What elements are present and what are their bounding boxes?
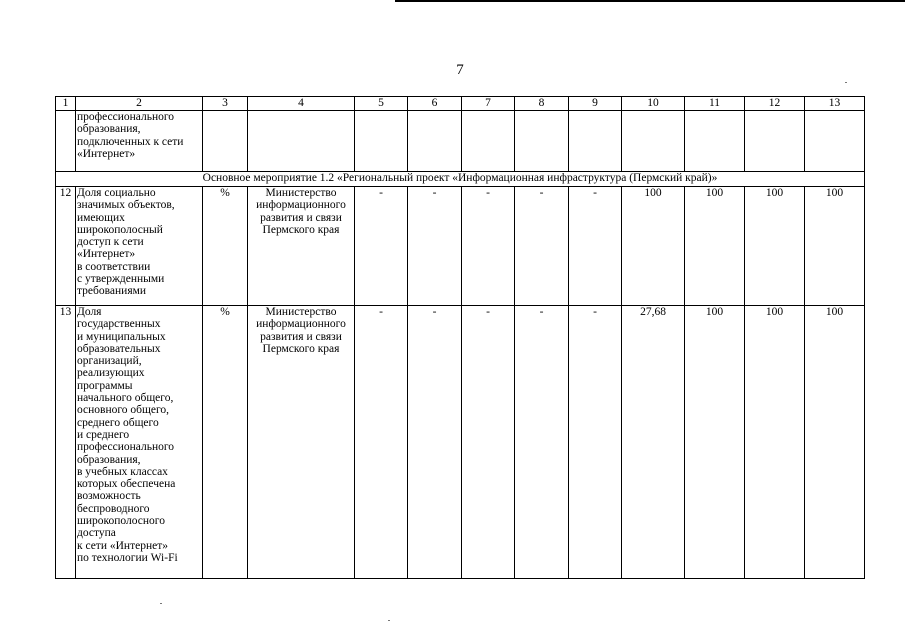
indicator-line: среднего общего (77, 416, 159, 429)
header-cell: 8 (515, 97, 569, 111)
executor-line: развития и связи (260, 330, 342, 343)
indicator-line: беспроводного (77, 502, 150, 515)
indicator-line: в учебных классах (77, 465, 168, 478)
indicator-line: начального общего, (77, 392, 174, 405)
row-number-cell: 12 (56, 187, 76, 306)
indicator-line: программы (77, 379, 133, 392)
continuation-row (56, 111, 865, 172)
indicators-table (55, 96, 865, 579)
indicator-line: образования, (77, 123, 141, 136)
indicator-line: и муниципальных (77, 330, 166, 343)
indicator-line: доступ к сети (77, 236, 144, 249)
empty-cell (569, 111, 622, 172)
empty-cell (685, 111, 745, 172)
value-cell: - (408, 187, 462, 306)
indicator-line: образования, (77, 453, 141, 466)
executor-line: Пермского края (262, 342, 340, 355)
empty-cell (805, 111, 865, 172)
header-cell: 10 (622, 97, 685, 111)
value-cell: - (408, 306, 462, 579)
table-row (56, 187, 865, 306)
indicator-line: Доля социально (77, 187, 156, 199)
indicator-line: «Интернет» (77, 147, 136, 160)
indicator-line: профессионального (77, 111, 175, 123)
unit-cell: % (203, 306, 248, 579)
executor-cell (248, 306, 355, 579)
header-cell: 6 (408, 97, 462, 111)
indicator-cell (76, 306, 203, 579)
value-cell: - (462, 306, 515, 579)
value-cell: 100 (745, 187, 805, 306)
scan-speck (388, 620, 390, 621)
value-cell: - (355, 306, 408, 579)
indicator-line: и среднего (77, 428, 130, 441)
value-cell: 100 (622, 187, 685, 306)
value-cell: - (515, 187, 569, 306)
indicator-line: государственных (77, 318, 161, 331)
scan-speck (160, 603, 162, 604)
value-cell: - (569, 187, 622, 306)
indicator-line: основного общего, (77, 404, 170, 417)
indicator-line: организаций, (77, 355, 142, 368)
indicator-line: доступа (77, 527, 116, 540)
section-row (56, 172, 865, 187)
indicator-cell (76, 187, 203, 306)
indicator-line: с утвержденными (77, 273, 165, 286)
header-cell: 11 (685, 97, 745, 111)
executor-cell (248, 187, 355, 306)
value-cell: 27,68 (622, 306, 685, 579)
empty-cell (408, 111, 462, 172)
header-cell: 3 (203, 97, 248, 111)
indicator-line: широкополосный (77, 223, 163, 236)
header-cell: 4 (248, 97, 355, 111)
header-cell: 5 (355, 97, 408, 111)
header-cell: 7 (462, 97, 515, 111)
indicator-line: требованиями (77, 285, 147, 298)
executor-line: информационного (256, 318, 346, 331)
value-cell: 100 (685, 187, 745, 306)
value-cell: 100 (685, 306, 745, 579)
header-cell: 2 (76, 97, 203, 111)
empty-cell (248, 111, 355, 172)
indicator-line: к сети «Интернет» (77, 539, 168, 552)
unit-cell: % (203, 187, 248, 306)
page-number: 7 (456, 62, 464, 78)
indicator-line: «Интернет» (77, 248, 136, 261)
table-header-row (56, 97, 865, 111)
empty-cell (462, 111, 515, 172)
indicator-line: широкополосного (77, 515, 165, 528)
scan-edge-line (395, 0, 905, 2)
indicator-line: возможность (77, 490, 141, 503)
indicator-line: профессионального (77, 441, 175, 454)
empty-cell (203, 111, 248, 172)
header-cell: 1 (56, 97, 76, 111)
executor-line: Министерство (265, 306, 337, 318)
value-cell: - (569, 306, 622, 579)
executor-line: Пермского края (262, 223, 340, 236)
indicator-line: имеющих (77, 211, 125, 224)
value-cell: - (355, 187, 408, 306)
executor-line: Министерство (265, 187, 337, 199)
indicator-cell (76, 111, 203, 172)
indicator-line: образовательных (77, 342, 161, 355)
header-cell: 13 (805, 97, 865, 111)
indicator-line: Доля (77, 306, 102, 318)
header-cell: 9 (569, 97, 622, 111)
row-number-cell (56, 111, 76, 172)
value-cell: 100 (805, 306, 865, 579)
value-cell: - (462, 187, 515, 306)
scan-speck (845, 82, 847, 83)
indicator-line: которых обеспечена (77, 478, 176, 491)
empty-cell (515, 111, 569, 172)
header-cell: 12 (745, 97, 805, 111)
indicator-line: в соответствии (77, 260, 151, 273)
section-title: Основное мероприятие 1.2 «Региональный проект «Информационная инфраструктура (Пермский край)» (56, 172, 865, 187)
indicator-line: реализующих (77, 367, 145, 380)
indicator-line: по технологии Wi-Fi (77, 551, 178, 564)
row-number-cell: 13 (56, 306, 76, 579)
executor-line: развития и связи (260, 211, 342, 224)
indicator-line: значимых объектов, (77, 199, 175, 212)
executor-line: информационного (256, 199, 346, 212)
empty-cell (355, 111, 408, 172)
value-cell: 100 (745, 306, 805, 579)
value-cell: - (515, 306, 569, 579)
empty-cell (745, 111, 805, 172)
empty-cell (622, 111, 685, 172)
table-row (56, 306, 865, 579)
value-cell: 100 (805, 187, 865, 306)
indicator-line: подключенных к сети (77, 135, 184, 148)
